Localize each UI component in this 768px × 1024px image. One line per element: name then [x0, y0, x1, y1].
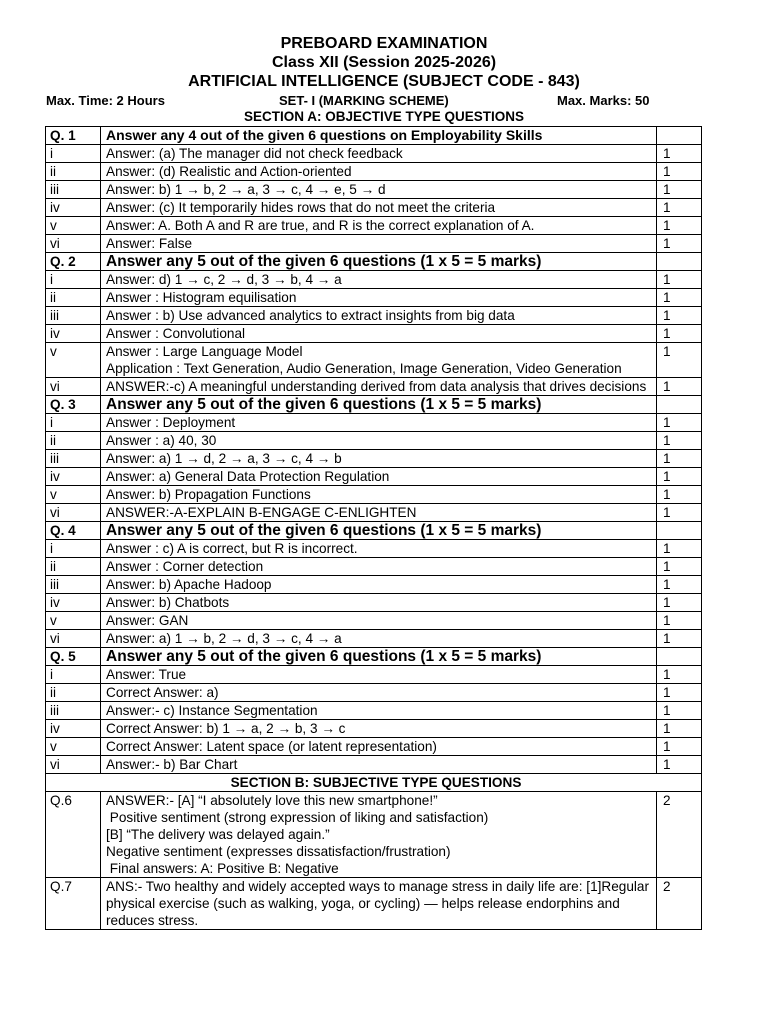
answer-text	[101, 432, 657, 450]
sub-question-number: v	[46, 612, 101, 630]
marking-scheme-body	[46, 127, 702, 930]
marks-value: 1	[657, 540, 702, 558]
set-label: SET- I (MARKING SCHEME)	[279, 93, 449, 108]
answer-row	[46, 558, 702, 576]
subjective-row	[46, 792, 702, 878]
max-time: Max. Time: 2 Hours	[46, 93, 165, 108]
marks-value: 1	[657, 558, 702, 576]
sub-question-number: ii	[46, 163, 101, 181]
question-instruction: Answer any 5 out of the given 6 questions (1 x 5 = 5 marks)	[101, 522, 657, 540]
answer-line: Answer: (a) The manager did not check feedback	[106, 146, 403, 161]
answer-line: Answer : Histogram equilisation	[106, 290, 297, 305]
marks-value: 1	[657, 684, 702, 702]
question-number: Q. 2	[46, 253, 101, 271]
sub-question-number: iv	[46, 325, 101, 343]
sub-question-number: vi	[46, 504, 101, 522]
answer-row	[46, 468, 702, 486]
answer-text	[101, 630, 657, 648]
marks-value: 1	[657, 199, 702, 217]
answer-row	[46, 666, 702, 684]
sub-question-number: ii	[46, 432, 101, 450]
marks-value: 1	[657, 702, 702, 720]
answer-row	[46, 630, 702, 648]
marks-value: 1	[657, 414, 702, 432]
answer-row	[46, 145, 702, 163]
answer-text	[101, 181, 657, 199]
question-instruction: Answer any 5 out of the given 6 questions (1 x 5 = 5 marks)	[101, 396, 657, 414]
answer-line: Answer:- b) Bar Chart	[106, 757, 238, 772]
answer-line: Correct Answer: Latent space (or latent representation)	[106, 739, 437, 754]
marks-value: 1	[657, 217, 702, 235]
sub-question-number: i	[46, 271, 101, 289]
marks-value: 1	[657, 163, 702, 181]
answer-text	[101, 199, 657, 217]
question-number: Q. 4	[46, 522, 101, 540]
answer-line: Answer: b) 1 → b, 2 → a, 3 → c, 4 → e, 5 → d	[106, 182, 386, 197]
marks-value: 1	[657, 612, 702, 630]
answer-text	[101, 684, 657, 702]
answer-line: Answer: a) General Data Protection Regulation	[106, 469, 390, 484]
marks-value: 1	[657, 271, 702, 289]
question-number: Q. 3	[46, 396, 101, 414]
answer-text	[101, 145, 657, 163]
section-b-row	[46, 774, 702, 792]
answer-row	[46, 612, 702, 630]
marks-value: 1	[657, 738, 702, 756]
question-marks-cell	[657, 253, 702, 271]
section-b-heading: SECTION B: SUBJECTIVE TYPE QUESTIONS	[46, 774, 702, 792]
question-marks-cell	[657, 396, 702, 414]
sub-question-number: v	[46, 343, 101, 378]
answer-text	[101, 504, 657, 522]
subjective-question-number: Q.6	[46, 792, 101, 878]
answer-line: Answer : Deployment	[106, 415, 236, 430]
sub-question-number: vi	[46, 235, 101, 253]
answer-row	[46, 702, 702, 720]
answer-row	[46, 217, 702, 235]
answer-row	[46, 378, 702, 396]
subjective-row	[46, 878, 702, 930]
answer-row	[46, 540, 702, 558]
sub-question-number: i	[46, 666, 101, 684]
answer-row	[46, 181, 702, 199]
answer-text	[101, 738, 657, 756]
answer-row	[46, 594, 702, 612]
answer-line: Correct Answer: a)	[106, 685, 219, 700]
subjective-question-number: Q.7	[46, 878, 101, 930]
answer-row	[46, 432, 702, 450]
sub-question-number: vi	[46, 630, 101, 648]
question-number: Q. 5	[46, 648, 101, 666]
answer-row	[46, 720, 702, 738]
answer-line: Answer : c) A is correct, but R is incorrect.	[106, 541, 358, 556]
marks-value: 1	[657, 289, 702, 307]
answer-text	[101, 450, 657, 468]
answer-line: Positive sentiment (strong expression of liking and satisfaction)	[106, 810, 489, 825]
question-instruction: Answer any 4 out of the given 6 questions on Employability Skills	[101, 127, 657, 145]
answer-row	[46, 343, 702, 378]
section-a-heading: SECTION A: OBJECTIVE TYPE QUESTIONS	[243, 109, 525, 124]
marks-value: 1	[657, 343, 702, 378]
answer-row	[46, 450, 702, 468]
sub-question-number: iii	[46, 702, 101, 720]
marks-value: 1	[657, 756, 702, 774]
answer-row	[46, 307, 702, 325]
answer-line: Answer: a) 1 → d, 2 → a, 3 → c, 4 → b	[106, 451, 342, 466]
answer-row	[46, 289, 702, 307]
answer-text	[101, 217, 657, 235]
marks-value: 1	[657, 504, 702, 522]
answer-row	[46, 504, 702, 522]
answer-line: Answer : a) 40, 30	[106, 433, 217, 448]
question-header-row	[46, 396, 702, 414]
subjective-answer-text	[101, 792, 657, 878]
answer-line: Answer: A. Both A and R are true, and R is the correct explanation of A.	[106, 218, 535, 233]
answer-line: Answer : Large Language Model	[106, 344, 303, 359]
marks-value: 1	[657, 235, 702, 253]
marks-value: 1	[657, 145, 702, 163]
sub-question-number: ii	[46, 684, 101, 702]
answer-text	[101, 468, 657, 486]
marks-value: 1	[657, 468, 702, 486]
question-header-row	[46, 127, 702, 145]
marks-value: 2	[657, 792, 702, 878]
answer-text	[101, 720, 657, 738]
answer-line: ANSWER:- [A] “I absolutely love this new smartphone!”	[106, 793, 438, 808]
answer-line: Answer: GAN	[106, 613, 189, 628]
answer-text	[101, 558, 657, 576]
marks-value: 1	[657, 432, 702, 450]
subject-line: ARTIFICIAL INTELLIGENCE (SUBJECT CODE - 843)	[188, 73, 580, 90]
answer-text	[101, 540, 657, 558]
answer-line: Correct Answer: b) 1 → a, 2 → b, 3 → c	[106, 721, 346, 736]
answer-line: Answer: d) 1 → c, 2 → d, 3 → b, 4 → a	[106, 272, 342, 287]
marks-value: 1	[657, 630, 702, 648]
subjective-answer-text	[101, 878, 657, 930]
sub-question-number: v	[46, 738, 101, 756]
answer-text	[101, 325, 657, 343]
question-header-row	[46, 648, 702, 666]
marks-value: 2	[657, 878, 702, 930]
marks-value: 1	[657, 181, 702, 199]
marks-value: 1	[657, 450, 702, 468]
answer-line: Answer: False	[106, 236, 193, 251]
sub-question-number: iv	[46, 468, 101, 486]
sub-question-number: vi	[46, 378, 101, 396]
sub-question-number: iv	[46, 720, 101, 738]
answer-line: Answer : Convolutional	[106, 326, 246, 341]
sub-question-number: ii	[46, 558, 101, 576]
answer-line: Answer: b) Chatbots	[106, 595, 230, 610]
answer-line: Answer: b) Propagation Functions	[106, 487, 311, 502]
question-header-row	[46, 522, 702, 540]
question-marks-cell	[657, 648, 702, 666]
answer-text	[101, 576, 657, 594]
max-marks: Max. Marks: 50	[557, 93, 650, 108]
answer-row	[46, 756, 702, 774]
answer-text	[101, 289, 657, 307]
question-marks-cell	[657, 522, 702, 540]
sub-question-number: i	[46, 414, 101, 432]
answer-line: Answer: True	[106, 667, 187, 682]
marks-value: 1	[657, 576, 702, 594]
answer-line: Answer : b) Use advanced analytics to extract insights from big data	[106, 308, 515, 323]
sub-question-number: vi	[46, 756, 101, 774]
answer-line: Answer: (d) Realistic and Action-oriented	[106, 164, 352, 179]
exam-title: PREBOARD EXAMINATION	[280, 35, 488, 52]
sub-question-number: iv	[46, 199, 101, 217]
answer-row	[46, 738, 702, 756]
answer-line: Final answers: A: Positive B: Negative	[106, 861, 339, 876]
answer-row	[46, 414, 702, 432]
answer-text	[101, 702, 657, 720]
question-instruction: Answer any 5 out of the given 6 questions (1 x 5 = 5 marks)	[101, 648, 657, 666]
answer-row	[46, 576, 702, 594]
answer-line: Answer: (c) It temporarily hides rows that do not meet the criteria	[106, 200, 496, 215]
sub-question-number: i	[46, 145, 101, 163]
question-instruction: Answer any 5 out of the given 6 questions (1 x 5 = 5 marks)	[101, 253, 657, 271]
answer-line: ANSWER:-c) A meaningful understanding derived from data analysis that drives decisions	[106, 379, 647, 394]
answer-text	[101, 343, 657, 378]
answer-text	[101, 612, 657, 630]
question-marks-cell	[657, 127, 702, 145]
answer-row	[46, 199, 702, 217]
answer-text	[101, 378, 657, 396]
answer-line: Answer: b) Apache Hadoop	[106, 577, 272, 592]
answer-row	[46, 486, 702, 504]
answer-text	[101, 756, 657, 774]
answer-text	[101, 594, 657, 612]
answer-text	[101, 666, 657, 684]
sub-question-number: iii	[46, 307, 101, 325]
answer-line: Answer: a) 1 → b, 2 → d, 3 → c, 4 → a	[106, 631, 342, 646]
sub-question-number: ii	[46, 289, 101, 307]
answer-text	[101, 307, 657, 325]
sub-question-number: iii	[46, 576, 101, 594]
sub-question-number: v	[46, 486, 101, 504]
question-header-row	[46, 253, 702, 271]
sub-question-number: iv	[46, 594, 101, 612]
sub-question-number: v	[46, 217, 101, 235]
marks-value: 1	[657, 378, 702, 396]
answer-line: Answer : Corner detection	[106, 559, 264, 574]
class-session: Class XII (Session 2025-2026)	[271, 54, 497, 71]
marking-scheme-table	[45, 126, 702, 930]
marks-value: 1	[657, 720, 702, 738]
answer-text	[101, 414, 657, 432]
marks-value: 1	[657, 307, 702, 325]
answer-text	[101, 486, 657, 504]
answer-line: Application : Text Generation, Audio Generation, Image Generation, Video Generation	[106, 361, 622, 376]
marks-value: 1	[657, 486, 702, 504]
answer-row	[46, 271, 702, 289]
sub-question-number: i	[46, 540, 101, 558]
answer-row	[46, 235, 702, 253]
answer-line: ANSWER:-A-EXPLAIN B-ENGAGE C-ENLIGHTEN	[106, 505, 417, 520]
answer-line: Answer:- c) Instance Segmentation	[106, 703, 318, 718]
answer-text	[101, 163, 657, 181]
marks-value: 1	[657, 594, 702, 612]
answer-line: [B] “The delivery was delayed again.”	[106, 827, 330, 842]
sub-question-number: iii	[46, 450, 101, 468]
answer-text	[101, 235, 657, 253]
question-number: Q. 1	[46, 127, 101, 145]
answer-row	[46, 325, 702, 343]
sub-question-number: iii	[46, 181, 101, 199]
marks-value: 1	[657, 325, 702, 343]
answer-line: ANS:- Two healthy and widely accepted ways to manage stress in daily life are: [1]Regular physical exercise (such as walking, yoga, or cycling) — helps release endorphins and reduces stress.	[106, 879, 653, 928]
answer-line: Negative sentiment (expresses dissatisfaction/frustration)	[106, 844, 451, 859]
answer-row	[46, 684, 702, 702]
marks-value: 1	[657, 666, 702, 684]
answer-text	[101, 271, 657, 289]
answer-row	[46, 163, 702, 181]
